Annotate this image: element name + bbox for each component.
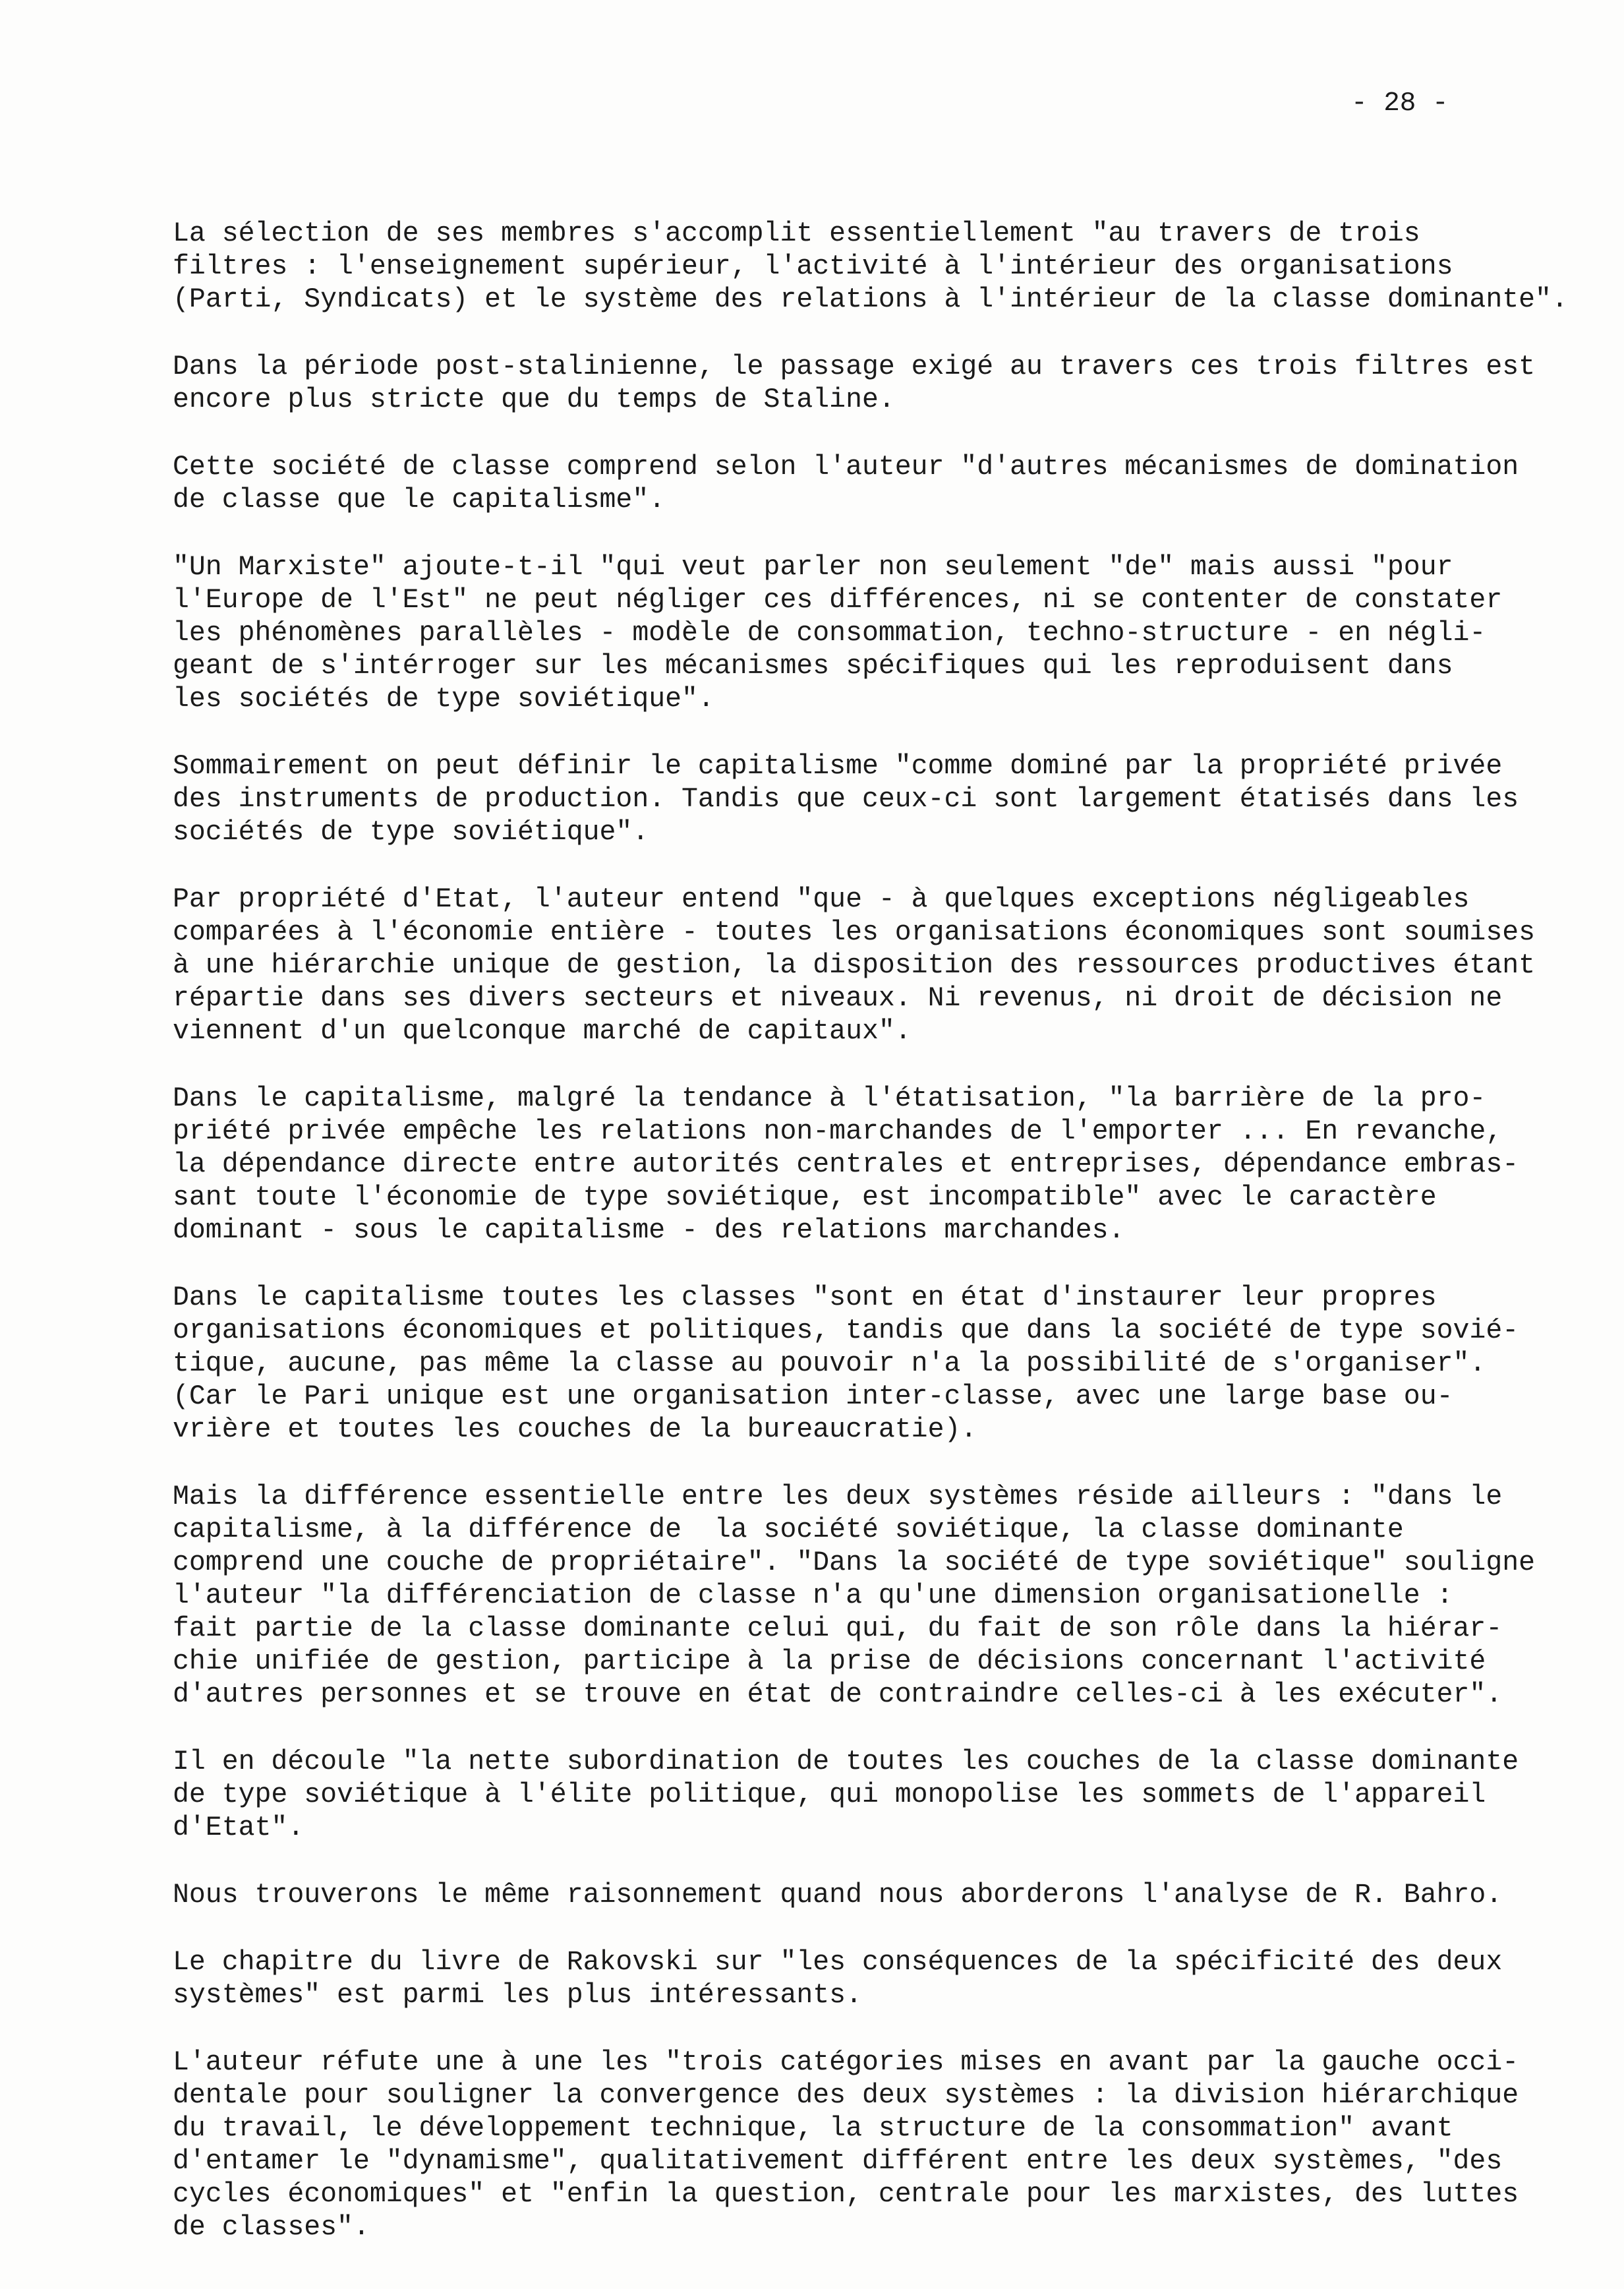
paragraph [173, 451, 1590, 517]
paragraph [173, 1746, 1590, 1845]
paragraph [173, 218, 1590, 316]
text-line: l'Europe de l'Est" ne peut négliger ces différences, ni se contenter de constater [173, 585, 1503, 616]
text-line: Sommairement on peut définir le capitalisme "comme dominé par la propriété privée [173, 751, 1503, 782]
text-line: d'entamer le "dynamisme", qualitativement différent entre les deux systèmes, "des [173, 2146, 1503, 2177]
text-line: les phénomènes parallèles - modèle de consommation, techno-structure - en négli- [173, 618, 1486, 649]
paragraph [173, 1946, 1590, 2012]
text-line: cycles économiques" et "enfin la question, centrale pour les marxistes, des luttes [173, 2179, 1519, 2210]
text-line: chie unifiée de gestion, participe à la prise de décisions concernant l'activité [173, 1646, 1486, 1677]
text-line: priété privée empêche les relations non-marchandes de l'emporter ... En revanche, [173, 1116, 1503, 1147]
paragraph [173, 2046, 1590, 2244]
text-line: dentale pour souligner la convergence des deux systèmes : la division hiérarchique [173, 2080, 1519, 2111]
text-line: comprend une couche de propriétaire". "Dans la société de type soviétique" souligne [173, 1547, 1536, 1578]
text-line: comparées à l'économie entière - toutes les organisations économiques sont soumises [173, 917, 1536, 948]
paragraph [173, 551, 1590, 716]
text-line: Par propriété d'Etat, l'auteur entend "que - à quelques exceptions négligeables [173, 884, 1470, 915]
text-line: des instruments de production. Tandis que ceux-ci sont largement étatisés dans les [173, 784, 1519, 815]
text-line: d'autres personnes et se trouve en état de contraindre celles-ci à les exécuter". [173, 1679, 1503, 1710]
text-line: capitalisme, à la différence de la société soviétique, la classe dominante [173, 1514, 1404, 1545]
body-text [173, 218, 1590, 2278]
text-line: de classe que le capitalisme". [173, 485, 666, 516]
text-line: Il en découle "la nette subordination de toutes les couches de la classe dominante [173, 1746, 1519, 1777]
text-line: vrière et toutes les couches de la bureaucratie). [173, 1414, 977, 1445]
text-line: Cette société de classe comprend selon l'auteur "d'autres mécanismes de domination [173, 452, 1519, 483]
text-line: sociétés de type soviétique". [173, 817, 649, 848]
text-line: Nous trouverons le même raisonnement quand nous aborderons l'analyse de R. Bahro. [173, 1880, 1503, 1911]
text-line: organisations économiques et politiques, tandis que dans la société de type sovié- [173, 1315, 1519, 1346]
text-line: geant de s'intérroger sur les mécanismes spécifiques qui les reproduisent dans [173, 651, 1453, 682]
text-line: répartie dans ses divers secteurs et niveaux. Ni revenus, ni droit de décision ne [173, 983, 1503, 1014]
text-line: de type soviétique à l'élite politique, qui monopolise les sommets de l'appareil [173, 1779, 1486, 1810]
paragraph [173, 1879, 1590, 1912]
text-line: encore plus stricte que du temps de Staline. [173, 384, 895, 415]
text-line: de classes". [173, 2212, 370, 2243]
paragraph [173, 1282, 1590, 1446]
text-line: Dans le capitalisme, malgré la tendance à l'étatisation, "la barrière de la pro- [173, 1083, 1486, 1114]
text-line: tique, aucune, pas même la classe au pouvoir n'a la possibilité de s'organiser". [173, 1348, 1486, 1379]
text-line: filtres : l'enseignement supérieur, l'activité à l'intérieur des organisations [173, 251, 1453, 282]
text-line: d'Etat". [173, 1812, 304, 1843]
text-line: sant toute l'économie de type soviétique, est incompatible" avec le caractère [173, 1182, 1437, 1213]
text-line: à une hiérarchie unique de gestion, la disposition des ressources productives étant [173, 950, 1536, 981]
text-line: viennent d'un quelconque marché de capitaux". [173, 1016, 912, 1047]
text-line: les sociétés de type soviétique". [173, 684, 714, 715]
text-line: du travail, le développement technique, la structure de la consommation" avant [173, 2113, 1453, 2144]
text-line: dominant - sous le capitalisme - des relations marchandes. [173, 1215, 1125, 1246]
paragraph [173, 351, 1590, 417]
paragraph [173, 1481, 1590, 1711]
text-line: Dans la période post-stalinienne, le passage exigé au travers ces trois filtres est [173, 351, 1536, 382]
paragraph [173, 883, 1590, 1048]
paragraph [173, 1083, 1590, 1247]
text-line: "Un Marxiste" ajoute-t-il "qui veut parler non seulement "de" mais aussi "pour [173, 552, 1453, 583]
page-number: - 28 - [1351, 88, 1449, 119]
text-line: l'auteur "la différenciation de classe n'a qu'une dimension organisationelle : [173, 1580, 1453, 1611]
text-line: systèmes" est parmi les plus intéressants. [173, 1980, 862, 2011]
text-line: (Car le Pari unique est une organisation inter-classe, avec une large base ou- [173, 1381, 1453, 1412]
text-line: fait partie de la classe dominante celui qui, du fait de son rôle dans la hiérar- [173, 1613, 1503, 1644]
text-line: la dépendance directe entre autorités centrales et entreprises, dépendance embras- [173, 1149, 1519, 1180]
text-line: Dans le capitalisme toutes les classes "sont en état d'instaurer leur propres [173, 1282, 1437, 1313]
text-line: (Parti, Syndicats) et le système des relations à l'intérieur de la classe dominante". [173, 284, 1568, 315]
text-line: L'auteur réfute une à une les "trois catégories mises en avant par la gauche occi- [173, 2047, 1519, 2078]
text-line: La sélection de ses membres s'accomplit essentiellement "au travers de trois [173, 218, 1420, 249]
paragraph [173, 750, 1590, 849]
text-line: Le chapitre du livre de Rakovski sur "les conséquences de la spécificité des deux [173, 1947, 1503, 1978]
text-line: Mais la différence essentielle entre les deux systèmes réside ailleurs : "dans le [173, 1481, 1503, 1512]
